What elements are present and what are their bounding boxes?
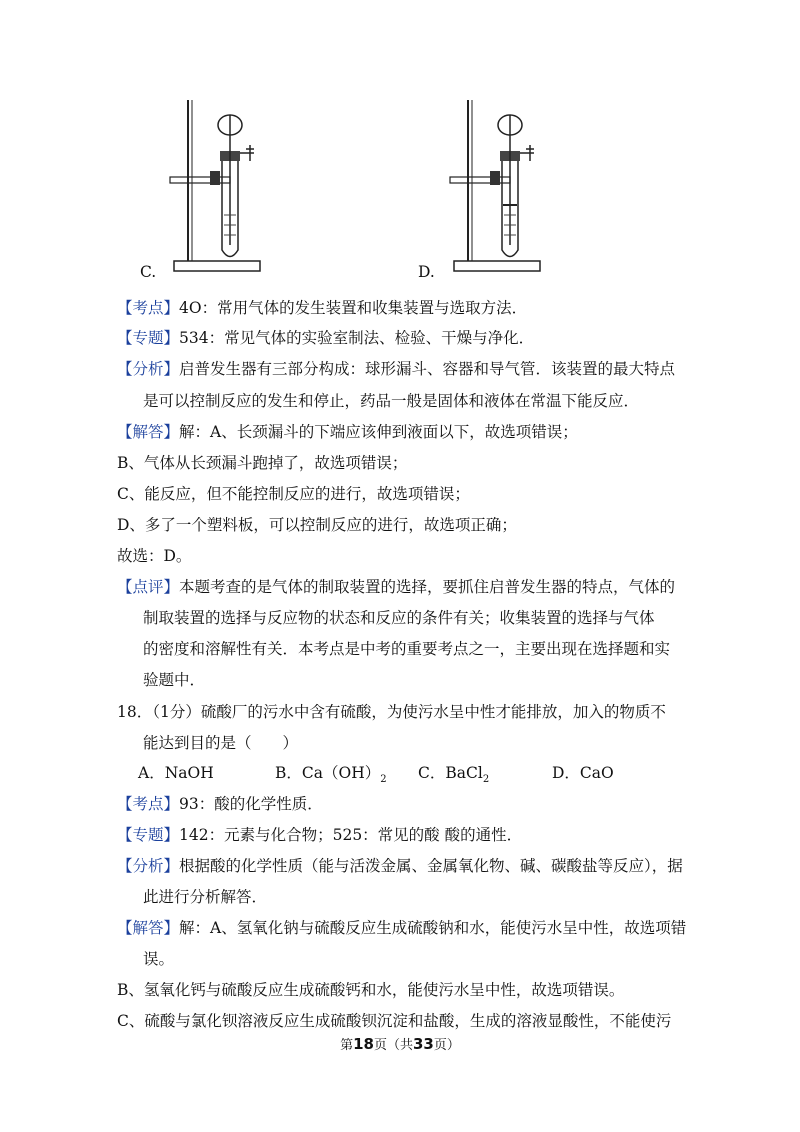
option-d-label: D. bbox=[418, 263, 435, 281]
zhuanti-tag: 【专题】 bbox=[117, 826, 180, 844]
fenxi-tag: 【分析】 bbox=[117, 360, 180, 378]
zhuanti-text: 142：元素与化合物；525：常见的酸 酸的通性． bbox=[179, 826, 523, 844]
q18-fenxi-line bbox=[117, 855, 683, 877]
fenxi-text: 启普发生器有三部分构成：球形漏斗、容器和导气管．该装置的最大特点 bbox=[179, 360, 676, 378]
q18-stem-line: 18．（1分）硫酸厂的污水中含有硫酸，为使污水呈中性才能排放，加入的物质不 bbox=[117, 703, 666, 721]
footer-middle: 页（共 bbox=[373, 1038, 413, 1053]
option-c-label: C. bbox=[140, 263, 157, 281]
jieda-text: 解：A、氢氧化钠与硫酸反应生成硫酸钠和水，能使污水呈中性，故选项错 bbox=[179, 919, 687, 937]
q18-jieda-line-2: 误。 bbox=[143, 950, 175, 968]
q18-kaodian-line bbox=[117, 793, 323, 815]
option-c-text: C．BaCl bbox=[418, 764, 483, 782]
q17-kaodian-line bbox=[117, 297, 527, 319]
q17-dianping-line-2: 制取装置的选择与反应物的状态和反应的条件有关；收集装置的选择与气体 bbox=[143, 609, 655, 627]
kaodian-tag: 【考点】 bbox=[117, 795, 180, 813]
q17-jieda-line-2: B、气体从长颈漏斗跑掉了，故选项错误； bbox=[117, 454, 408, 472]
option-a: A．NaOH bbox=[138, 764, 214, 782]
page-footer bbox=[0, 1034, 800, 1053]
dianping-text: 本题考查的是气体的制取装置的选择，要抓住启普发生器的特点，气体的 bbox=[179, 578, 676, 596]
q18-zhuanti-line bbox=[117, 824, 522, 846]
kaodian-text: 93：酸的化学性质． bbox=[179, 795, 323, 813]
q17-zhuanti-line bbox=[117, 327, 534, 349]
option-c-subscript: 2 bbox=[482, 774, 490, 786]
kaodian-tag: 【考点】 bbox=[117, 299, 180, 317]
q17-jieda-line bbox=[117, 421, 578, 443]
kaodian-text: 4O：常用气体的发生装置和收集装置与选取方法． bbox=[179, 299, 528, 317]
q17-fenxi-line-2: 是可以控制反应的发生和停止，药品一般是固体和液体在常温下能反应． bbox=[143, 392, 640, 410]
apparatus-c-figure bbox=[160, 95, 270, 275]
footer-suffix: 页） bbox=[433, 1038, 460, 1053]
q17-fenxi-line bbox=[117, 358, 675, 380]
option-b-text: B．Ca（OH） bbox=[275, 764, 381, 782]
zhuanti-tag: 【专题】 bbox=[117, 329, 180, 347]
jieda-tag: 【解答】 bbox=[117, 919, 180, 937]
q17-jieda-line-3: C、能反应，但不能控制反应的进行，故选项错误； bbox=[117, 485, 470, 503]
q17-dianping-line-4: 验题中． bbox=[143, 671, 206, 689]
q18-jieda-line-4: C、硫酸与氯化钡溶液反应生成硫酸钡沉淀和盐酸，生成的溶液显酸性，不能使污 bbox=[117, 1012, 672, 1030]
apparatus-d-figure bbox=[440, 95, 550, 275]
q18-jieda-line-3: B、氢氧化钙与硫酸反应生成硫酸钙和水，能使污水呈中性，故选项错误。 bbox=[117, 981, 625, 999]
q17-dianping-line bbox=[117, 576, 675, 598]
zhuanti-text: 534：常见气体的实验室制法、检验、干燥与净化． bbox=[179, 329, 535, 347]
option-b-subscript: 2 bbox=[380, 774, 387, 786]
q18-fenxi-line-2: 此进行分析解答． bbox=[143, 888, 268, 906]
q17-answer-line: 故选：D。 bbox=[117, 547, 192, 565]
footer-total-pages: 33 bbox=[413, 1035, 434, 1053]
footer-page-number: 18 bbox=[353, 1035, 374, 1053]
fenxi-tag: 【分析】 bbox=[117, 857, 180, 875]
jieda-text: 解：A、长颈漏斗的下端应该伸到液面以下，故选项错误； bbox=[179, 423, 578, 441]
option-c bbox=[418, 762, 489, 791]
option-b bbox=[275, 762, 387, 791]
footer-prefix: 第 bbox=[340, 1038, 354, 1053]
q17-dianping-line-3: 的密度和溶解性有关．本考点是中考的重要考点之一，主要出现在选择题和实 bbox=[143, 640, 671, 658]
fenxi-text: 根据酸的化学性质（能与活泼金属、金属氧化物、碱、碳酸盐等反应），据 bbox=[179, 857, 683, 875]
jieda-tag: 【解答】 bbox=[117, 423, 180, 441]
q18-stem-line-2: 能达到目的是（ ） bbox=[143, 734, 299, 752]
dianping-tag: 【点评】 bbox=[117, 578, 180, 596]
q17-jieda-line-4: D、多了一个塑料板，可以控制反应的进行，故选项正确； bbox=[117, 516, 517, 534]
option-d: D．CaO bbox=[552, 764, 614, 782]
q18-jieda-line bbox=[117, 917, 686, 939]
